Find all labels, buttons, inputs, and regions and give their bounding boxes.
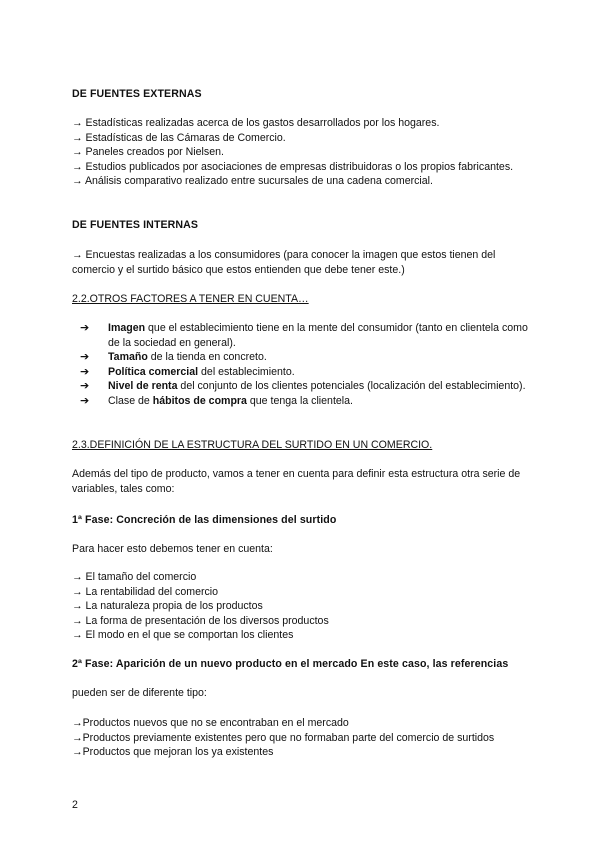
- bullet-text: que el establecimiento tiene en la mente del consumidor (tanto en clientela como de la sociedad en general).: [108, 322, 528, 349]
- fase-2-list: [72, 716, 530, 760]
- heading-definicion-estructura: 2.3.DEFINICIÓN DE LA ESTRUCTURA DEL SURTIDO EN UN COMERCIO.: [72, 439, 433, 451]
- bullet-bold: Política comercial: [108, 365, 199, 378]
- list-item: [72, 365, 530, 380]
- fase-1-list: [72, 570, 530, 643]
- arrow-bullet-icon: ➔: [80, 365, 90, 378]
- definicion-intro: Además del tipo de producto, vamos a tener en cuenta para definir esta estructura otra serie de variables, tales como:: [72, 468, 521, 495]
- list-item: [72, 350, 530, 365]
- bullet-bold: Tamaño: [108, 351, 148, 363]
- bullet-text: Clase de: [108, 394, 153, 407]
- arrow-bullet-icon: ➔: [80, 351, 90, 363]
- list-item: → Paneles creados por Nielsen.: [72, 146, 224, 158]
- list-item: → Estudios publicados por asociaciones de empresas distribuidoras o los propios fabricantes.: [72, 160, 514, 173]
- list-item: → La forma de presentación de los diversos productos: [72, 614, 329, 627]
- bullet-bold: hábitos de compra: [152, 394, 247, 407]
- bullet-bold: Imagen: [108, 322, 146, 334]
- list-item: → La rentabilidad del comercio: [72, 585, 219, 598]
- list-item: [72, 379, 530, 394]
- arrow-bullet-icon: ➔: [80, 394, 90, 407]
- heading-fuentes-internas: DE FUENTES INTERNAS: [72, 219, 199, 231]
- fuentes-externas-list: [72, 116, 530, 189]
- bullet-text: que tenga la clientela.: [246, 394, 353, 407]
- list-item: → Análisis comparativo realizado entre sucursales de una cadena comercial.: [72, 175, 433, 187]
- list-item: [72, 321, 530, 350]
- list-item: → Estadísticas realizadas acerca de los gastos desarrollados por los hogares.: [72, 117, 440, 129]
- list-item: [72, 394, 530, 409]
- list-item: →Productos previamente existentes pero que no formaban parte del comercio de surtidos: [72, 731, 495, 744]
- bullet-bold: Nivel de renta: [108, 380, 178, 392]
- bullet-text: del establecimiento.: [198, 365, 295, 378]
- otros-factores-list: [72, 321, 530, 408]
- arrow-bullet-icon: ➔: [80, 322, 90, 334]
- bullet-text: de la tienda en concreto.: [147, 351, 267, 363]
- list-item: → Estadísticas de las Cámaras de Comercio.: [72, 131, 286, 144]
- arrow-bullet-icon: ➔: [80, 380, 90, 392]
- heading-otros-factores: 2.2.OTROS FACTORES A TENER EN CUENTA…: [72, 293, 309, 305]
- fuentes-internas-text: → Encuestas realizadas a los consumidores (para conocer la imagen que estos tienen del comercio y el surtido básico que estos entienden que debe tener este.): [72, 249, 496, 276]
- list-item: →Productos nuevos que no se encontraban en el mercado: [72, 717, 349, 729]
- list-item: → La naturaleza propia de los productos: [72, 600, 263, 612]
- list-item: →Productos que mejoran los ya existentes: [72, 746, 274, 758]
- fase-2-intro: pueden ser de diferente tipo:: [72, 687, 207, 699]
- bullet-text: del conjunto de los clientes potenciales (localización del establecimiento).: [177, 380, 526, 392]
- list-item: → El modo en el que se comportan los clientes: [72, 629, 294, 641]
- heading-fase-1: 1ª Fase: Concreción de las dimensiones del surtido: [72, 514, 337, 526]
- heading-fase-2: 2ª Fase: Aparición de un nuevo producto en el mercado En este caso, las referencias: [72, 658, 509, 670]
- page-number: 2: [72, 799, 78, 811]
- list-item: → El tamaño del comercio: [72, 571, 197, 583]
- fase-1-intro: Para hacer esto debemos tener en cuenta:: [72, 543, 273, 555]
- heading-fuentes-externas: DE FUENTES EXTERNAS: [72, 88, 202, 100]
